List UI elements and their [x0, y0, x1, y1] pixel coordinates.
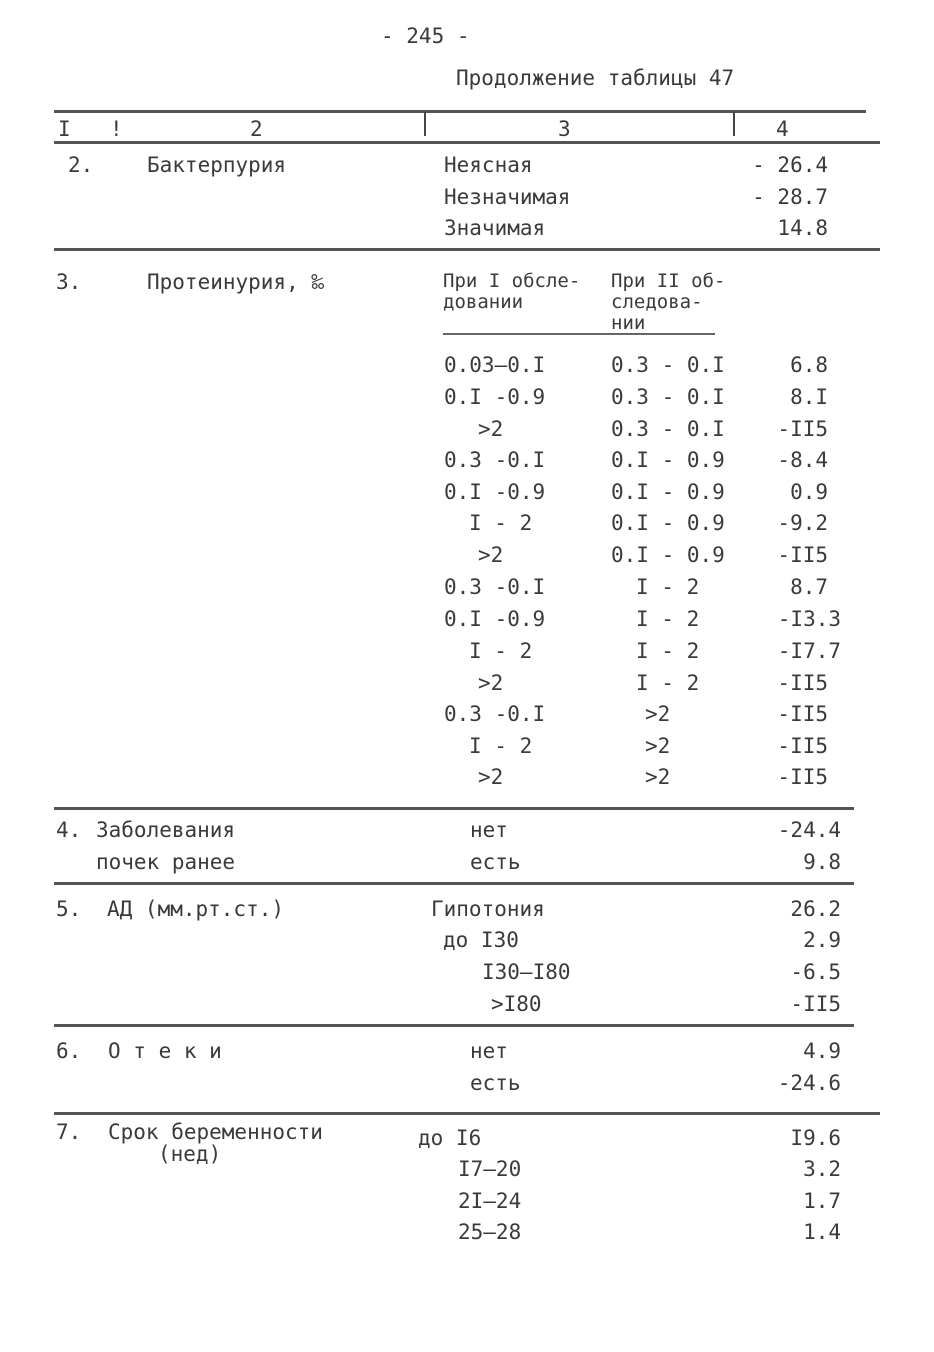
col-header-1: I — [58, 117, 71, 141]
section-2-category: Неясная — [444, 153, 533, 177]
section-7-value: 1.7 — [803, 1189, 841, 1213]
col-header-2: 2 — [250, 117, 263, 141]
section-3-second-exam: 0.I - 0.9 — [611, 511, 725, 535]
section-3-value: -II5 — [777, 765, 828, 789]
section-3-second-exam: >2 — [645, 734, 671, 758]
section-3-value: -I3.3 — [777, 607, 841, 631]
section-6-bottom-rule — [54, 1112, 880, 1115]
header-bottom-rule — [54, 141, 880, 144]
section-5-value: -6.5 — [790, 960, 841, 984]
section-3-value: -II5 — [777, 417, 828, 441]
section-3-value: 0.9 — [790, 480, 828, 504]
section-3-second-exam: >2 — [645, 765, 671, 789]
section-3-value: -9.2 — [777, 511, 828, 535]
section-2-label: Бактерпурия — [147, 153, 287, 177]
section-3-second-exam: 0.3 - 0.I — [611, 385, 725, 409]
section-5-category: >I80 — [491, 992, 542, 1016]
col-divider-2-3 — [424, 112, 426, 136]
section-2-category: Незначимая — [444, 185, 571, 209]
section-3-value: -I7.7 — [777, 639, 841, 663]
section-3-second-exam: 0.I - 0.9 — [611, 543, 725, 567]
section-2-value: 14.8 — [777, 216, 828, 240]
table-continuation-caption: Продолжение таблицы 47 — [456, 66, 735, 90]
section-4-category: есть — [470, 850, 521, 874]
section-4-number: 4. — [56, 818, 82, 842]
section-6-label: О т е к и — [108, 1039, 222, 1063]
section-3-first-exam: >2 — [478, 543, 504, 567]
section-3-first-exam: I - 2 — [469, 511, 533, 535]
section-3-label: Протеинурия, ‰ — [147, 270, 325, 294]
section-7-value: 3.2 — [803, 1157, 841, 1181]
section-3-first-exam: I - 2 — [469, 639, 533, 663]
section-2-number: 2. — [68, 153, 94, 177]
section-3-second-exam: 0.I - 0.9 — [611, 480, 725, 504]
section-3-second-exam: I - 2 — [636, 671, 700, 695]
col-header-4: 4 — [776, 117, 789, 141]
section-3-second-exam: 0.3 - 0.I — [611, 353, 725, 377]
section-3-first-exam: 0.I -0.9 — [444, 480, 546, 504]
section-3-second-exam: >2 — [645, 702, 671, 726]
section-4-label: Заболевания — [96, 818, 236, 842]
page-number: - 245 - — [381, 24, 470, 48]
section-3-first-exam: >2 — [478, 671, 504, 695]
section-7-label: Срок беременности — [108, 1120, 323, 1144]
section-5-number: 5. — [56, 897, 82, 921]
section-5-value: -II5 — [790, 992, 841, 1016]
section-3-value: -II5 — [777, 671, 828, 695]
section-3-number: 3. — [56, 270, 82, 294]
section-3-first-exam: >2 — [478, 765, 504, 789]
col-divider-3-4 — [733, 112, 735, 136]
section-3-second-exam: I - 2 — [636, 639, 700, 663]
section-5-bottom-rule — [54, 1024, 854, 1027]
section-3-first-exam: 0.3 -0.I — [444, 575, 546, 599]
section-4-value: -24.4 — [777, 818, 841, 842]
section-7-category: 2I–24 — [458, 1189, 522, 1213]
section-4-label: почек ранее — [96, 850, 236, 874]
section-3-second-exam: I - 2 — [636, 575, 700, 599]
section-5-label: АД (мм.рт.ст.) — [107, 897, 285, 921]
section-7-value: I9.6 — [790, 1126, 841, 1150]
section-4-value: 9.8 — [803, 850, 841, 874]
section-3-value: -8.4 — [777, 448, 828, 472]
section-6-number: 6. — [56, 1039, 82, 1063]
section-3-subheader-second-exam: При II об- следова- нии — [611, 270, 726, 334]
section-3-second-exam: 0.3 - 0.I — [611, 417, 725, 441]
section-3-second-exam: 0.I - 0.9 — [611, 448, 725, 472]
section-3-subheader-first-exam: При I обсле- довании — [443, 270, 581, 313]
col-header-3: 3 — [558, 117, 571, 141]
section-7-category: I7–20 — [458, 1157, 522, 1181]
section-3-value: 6.8 — [790, 353, 828, 377]
section-3-value: -II5 — [777, 702, 828, 726]
section-3-first-exam: 0.3 -0.I — [444, 702, 546, 726]
section-4-category: нет — [470, 818, 508, 842]
section-3-value: 8.7 — [790, 575, 828, 599]
section-6-category: есть — [470, 1071, 521, 1095]
section-3-value: 8.I — [790, 385, 828, 409]
section-3-first-exam: I - 2 — [469, 734, 533, 758]
section-6-value: 4.9 — [803, 1039, 841, 1063]
section-3-first-exam: 0.03–0.I — [444, 353, 546, 377]
section-5-category: I30–I80 — [482, 960, 571, 984]
section-7-number: 7. — [56, 1120, 82, 1144]
section-7-category: до I6 — [418, 1126, 482, 1150]
section-5-value: 26.2 — [790, 897, 841, 921]
section-7-category: 25–28 — [458, 1220, 522, 1244]
section-7-label: (нед) — [158, 1142, 222, 1166]
section-2-category: Значимая — [444, 216, 546, 240]
section-2-bottom-rule — [54, 248, 880, 251]
section-3-bottom-rule — [54, 807, 854, 810]
col-header-separator: ! — [110, 117, 123, 141]
section-3-value: -II5 — [777, 734, 828, 758]
section-3-second-exam: I - 2 — [636, 607, 700, 631]
section-3-subheader-rule — [443, 333, 715, 335]
header-top-rule — [54, 110, 866, 113]
section-3-first-exam: 0.3 -0.I — [444, 448, 546, 472]
section-3-first-exam: 0.I -0.9 — [444, 385, 546, 409]
section-5-category: Гипотония — [431, 897, 545, 921]
section-2-value: - 26.4 — [752, 153, 828, 177]
section-7-value: 1.4 — [803, 1220, 841, 1244]
section-3-first-exam: 0.I -0.9 — [444, 607, 546, 631]
section-5-category: до I30 — [443, 928, 519, 952]
section-5-value: 2.9 — [803, 928, 841, 952]
section-2-value: - 28.7 — [752, 185, 828, 209]
section-4-bottom-rule — [54, 882, 854, 885]
section-3-first-exam: >2 — [478, 417, 504, 441]
section-6-value: -24.6 — [777, 1071, 841, 1095]
section-6-category: нет — [470, 1039, 508, 1063]
section-3-value: -II5 — [777, 543, 828, 567]
